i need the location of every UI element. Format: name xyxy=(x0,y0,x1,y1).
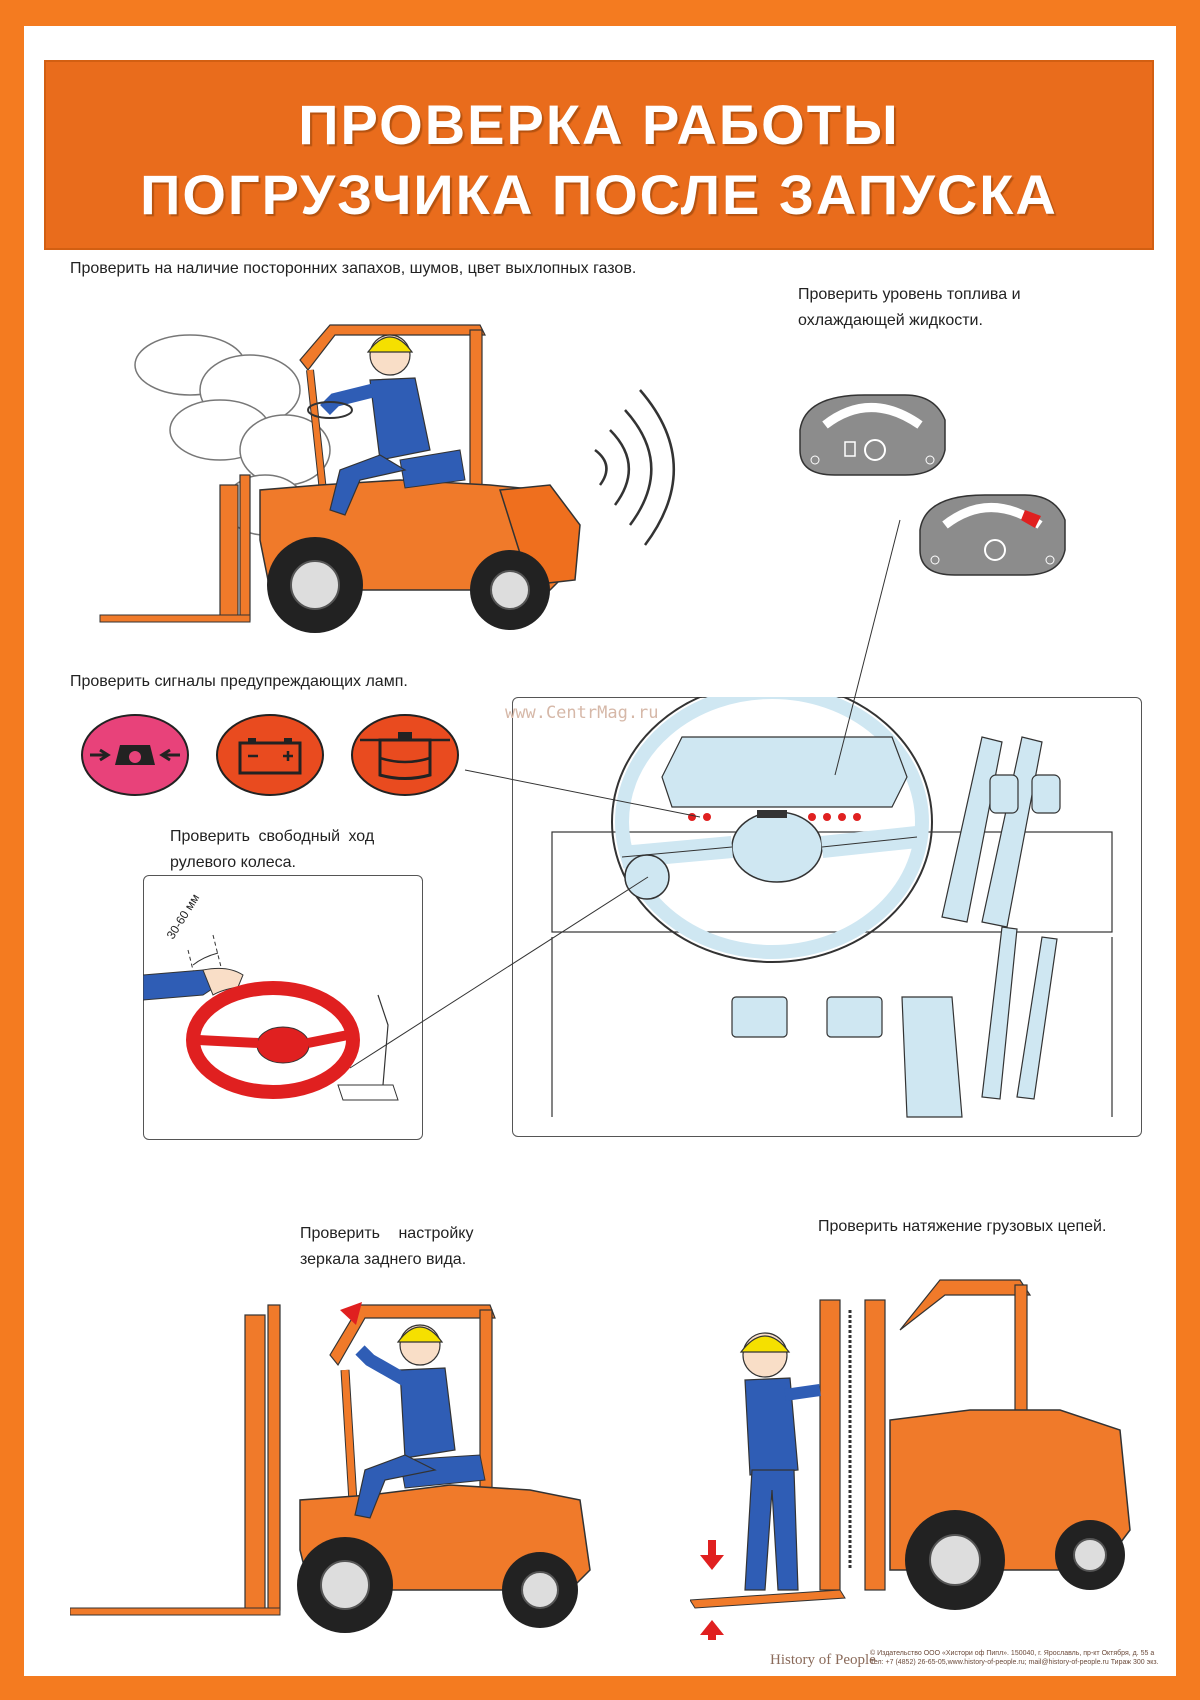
caption-steering-play-line1: Проверить свободный ход xyxy=(170,828,375,845)
imprint-line-1: © Издательство ООО «Хистори оф Пипл». 150040, г. Ярославль, пр-кт Октября, д. 55 а xyxy=(870,1650,1155,1657)
caption-mirror-line1: Проверить настройку xyxy=(300,1225,474,1242)
control-levers xyxy=(942,737,1060,1099)
pedals xyxy=(732,997,962,1117)
title-banner xyxy=(44,60,1154,250)
title-line-2: ПОГРУЗЧИКА ПОСЛЕ ЗАПУСКА xyxy=(140,163,1058,226)
warning-lamps-row xyxy=(80,710,460,805)
steering-play-label: 30-60 мм xyxy=(163,891,203,942)
caption-smells-noise-exhaust: Проверить на наличие посторонних запахов, шумов, цвет выхлопных газов. xyxy=(70,260,637,277)
coolant-temp-gauge-icon xyxy=(920,495,1065,575)
caption-chain-tension: Проверить натяжение грузовых цепей. xyxy=(818,1218,1107,1235)
publisher-imprint xyxy=(870,1649,1160,1667)
caption-mirror-line2: зеркала заднего вида. xyxy=(300,1251,467,1268)
title-line-1: ПРОВЕРКА РАБОТЫ xyxy=(298,93,900,156)
caption-steering-play-line2: рулевого колеса. xyxy=(170,854,296,871)
forklift-chain-illustration xyxy=(690,1270,1150,1640)
watermark: www.CentrMag.ru xyxy=(505,703,659,723)
imprint-line-2: Тел: +7 (4852) 26-65-05,www.history-of-people.ru; mail@history-of-people.ru Тираж 300 экз. xyxy=(870,1659,1159,1666)
steering-play-illustration xyxy=(143,875,423,1140)
arrow-down-icon xyxy=(700,1555,724,1570)
dashboard-illustration xyxy=(512,697,1142,1137)
gauges-illustration xyxy=(795,390,1075,590)
noise-waves-icon xyxy=(595,390,674,545)
red-steering-wheel xyxy=(193,988,353,1092)
forklift-exhaust-illustration xyxy=(70,310,730,640)
steering-wheel-icon xyxy=(612,697,932,962)
fuel-gauge-icon xyxy=(800,395,945,475)
forklift-mirror-illustration xyxy=(70,1290,630,1635)
worker-figure xyxy=(741,1333,820,1590)
caption-fuel-coolant-line2: охлаждающей жидкости. xyxy=(798,312,983,329)
arrow-up-icon xyxy=(700,1620,724,1635)
coolant-icon xyxy=(352,715,458,795)
caption-warning-lamps: Проверить сигналы предупреждающих ламп. xyxy=(70,673,408,690)
caption-fuel-coolant-line1: Проверить уровень топлива и xyxy=(798,286,1021,303)
publisher-brand: History of People xyxy=(770,1652,876,1668)
oil-pressure-icon xyxy=(82,715,188,795)
battery-icon xyxy=(217,715,323,795)
